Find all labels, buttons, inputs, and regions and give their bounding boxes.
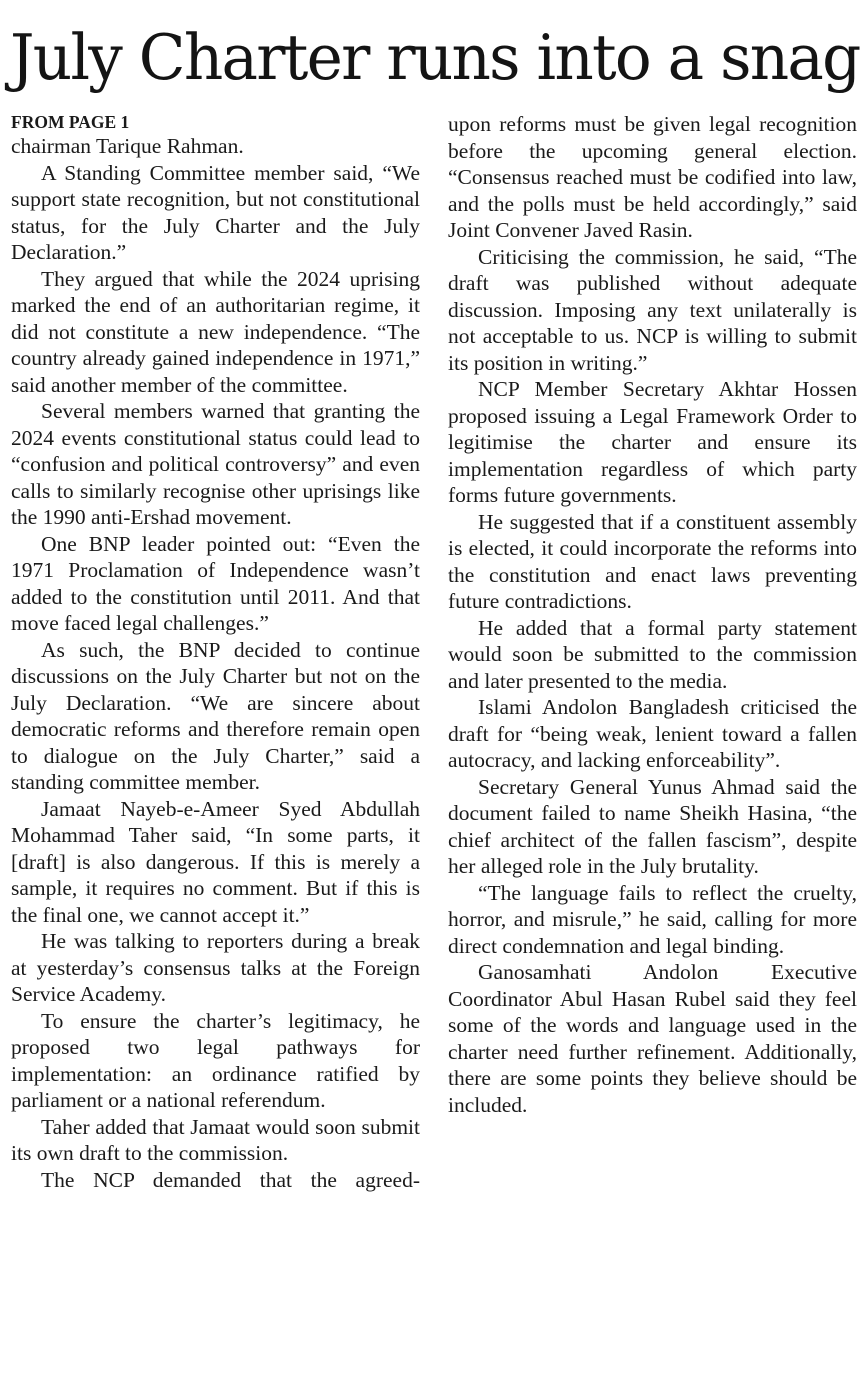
- paragraph-continuation: upon reforms must be given legal recognition before the upcoming general election. “Consensus reached must be codified into law, and the polls must be held accordingly,” said Joint Convener Javed Rasin.: [448, 112, 857, 242]
- article-column-right: [448, 111, 857, 1118]
- paragraph: As such, the BNP decided to continue discussions on the July Charter but not on the July Declaration. “We are sincere about democratic reforms and therefore remain open to dialogue on the July Charter,” said a standing committee member.: [11, 637, 420, 794]
- paragraph: Criticising the commission, he said, “The draft was published without adequate discussion. Imposing any text unilaterally is not acceptable to us. NCP is willing to submit its position in writing.”: [448, 244, 857, 375]
- paragraph: Secretary General Yunus Ahmad said the document failed to name Sheikh Hasina, “the chief architect of the fallen fascism”, despite her alleged role in the July brutality.: [448, 774, 857, 878]
- paragraph: Islami Andolon Bangladesh criticised the draft for “being weak, lenient toward a fallen autocracy, and lacking enforceability”.: [448, 695, 857, 772]
- paragraph: chairman Tarique Rahman.: [11, 134, 244, 158]
- paragraph: They argued that while the 2024 uprising marked the end of an authoritarian regime, it did not constitute a new independence. “The country already gained independence in 1971,” said another member of the committee.: [11, 266, 420, 397]
- paragraph: Ganosamhati Andolon Executive Coordinator Abul Hasan Rubel said they feel some of the words and language used in the charter need further refinement. Additionally, there are some points they believe should be included.: [448, 960, 857, 1117]
- paragraph: “The language fails to reflect the cruelty, horror, and misrule,” he said, calling for more direct condemnation and legal binding.: [448, 880, 857, 958]
- paragraph: Several members warned that granting the 2024 events constitutional status could lead to “confusion and political controversy” and even calls to similarly recognise other uprisings like the 1990 anti-Ershad movement.: [11, 399, 420, 529]
- paragraph: He suggested that if a constituent assembly is elected, it could incorporate the reforms into the constitution and enact laws preventing future contradictions.: [448, 509, 857, 613]
- kicker-from-page: FROM PAGE 1: [11, 112, 130, 132]
- paragraph-continued: The NCP demanded that the agreed-: [41, 1167, 420, 1192]
- paragraph: NCP Member Secretary Akhtar Hossen proposed issuing a Legal Framework Order to legitimise the charter and ensure its implementation regardless of which party forms future governments.: [448, 377, 857, 507]
- paragraph: To ensure the charter’s legitimacy, he proposed two legal pathways for implementation: an ordinance ratified by parliament or a national referendum.: [11, 1008, 420, 1112]
- paragraph: He added that a formal party statement would soon be submitted to the commission and later presented to the media.: [448, 615, 857, 693]
- paragraph: He was talking to reporters during a break at yesterday’s consensus talks at the Foreign Service Academy.: [11, 929, 420, 1006]
- paragraph: A Standing Committee member said, “We support state recognition, but not constitutional status, for the July Charter and the July Declaration.”: [11, 160, 420, 264]
- paragraph: Jamaat Nayeb-e-Ameer Syed Abdullah Mohammad Taher said, “In some parts, it [draft] is also dangerous. If this is merely a sample, it requires no comment. But if this is the final one, we cannot accept it.”: [11, 796, 420, 927]
- article-column-left: [11, 111, 420, 1193]
- paragraph: One BNP leader pointed out: “Even the 1971 Proclamation of Independence wasn’t added to the constitution until 2011. And that move faced legal challenges.”: [11, 531, 420, 635]
- headline: July Charter runs into a snag: [10, 21, 860, 94]
- paragraph: Taher added that Jamaat would soon submit its own draft to the commission.: [11, 1114, 420, 1165]
